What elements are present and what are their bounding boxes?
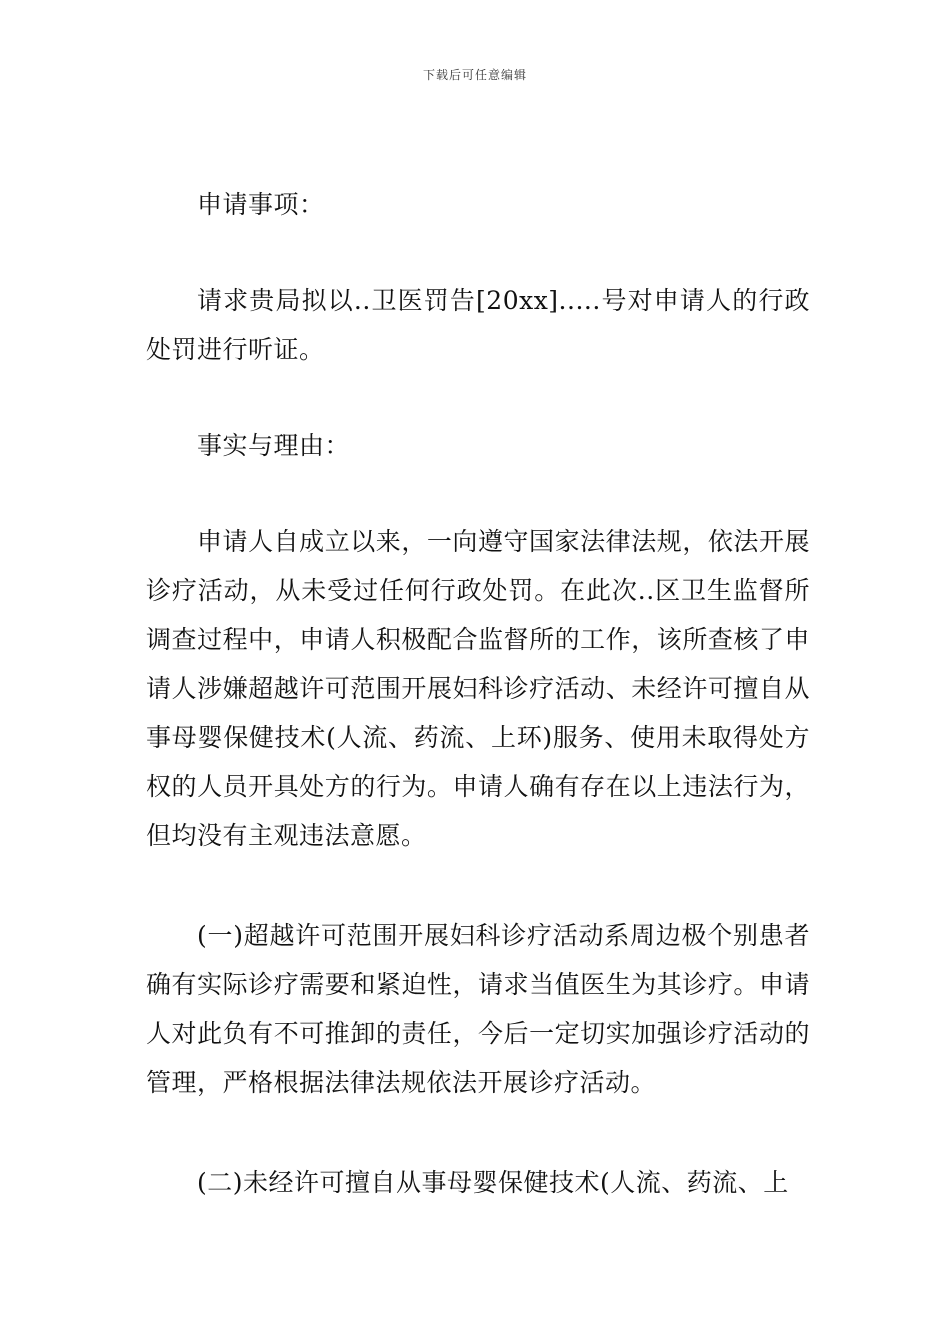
paragraph-request: 请求贵局拟以..卫医罚告[20xx].....号对申请人的行政处罚进行听证。: [146, 286, 810, 364]
page-header-note: 下载后可任意编辑: [422, 68, 527, 82]
section-heading-facts-reasons: 事实与理由：: [197, 431, 351, 460]
section-heading-application-items: 申请事项：: [197, 190, 325, 219]
paragraph-facts: 申请人自成立以来，一向遵守国家法律法规，依法开展诊疗活动，从未受过任何行政处罚。在此次..区卫生监督所调查过程中，申请人积极配合监督所的工作，该所查核了申请人涉嫌超越许可范围开展妇科诊疗活动、未经许可擅自从事母婴保健技术(人流、药流、上环)服务、使用未取得处方权的人员开具处方的行为。申请人确有存在以上违法行为，但均没有主观违法意愿。: [146, 527, 810, 850]
paragraph-point-two: (二)未经许可擅自从事母婴保健技术(人流、药流、上: [197, 1168, 789, 1197]
document-body: [146, 180, 810, 1207]
paragraph-point-one: (一)超越许可范围开展妇科诊疗活动系周边极个别患者确有实际诊疗需要和紧迫性，请求当值医生为其诊疗。申请人对此负有不可推卸的责任，今后一定切实加强诊疗活动的管理，严格根据法律法规依法开展诊疗活动。: [146, 921, 810, 1097]
